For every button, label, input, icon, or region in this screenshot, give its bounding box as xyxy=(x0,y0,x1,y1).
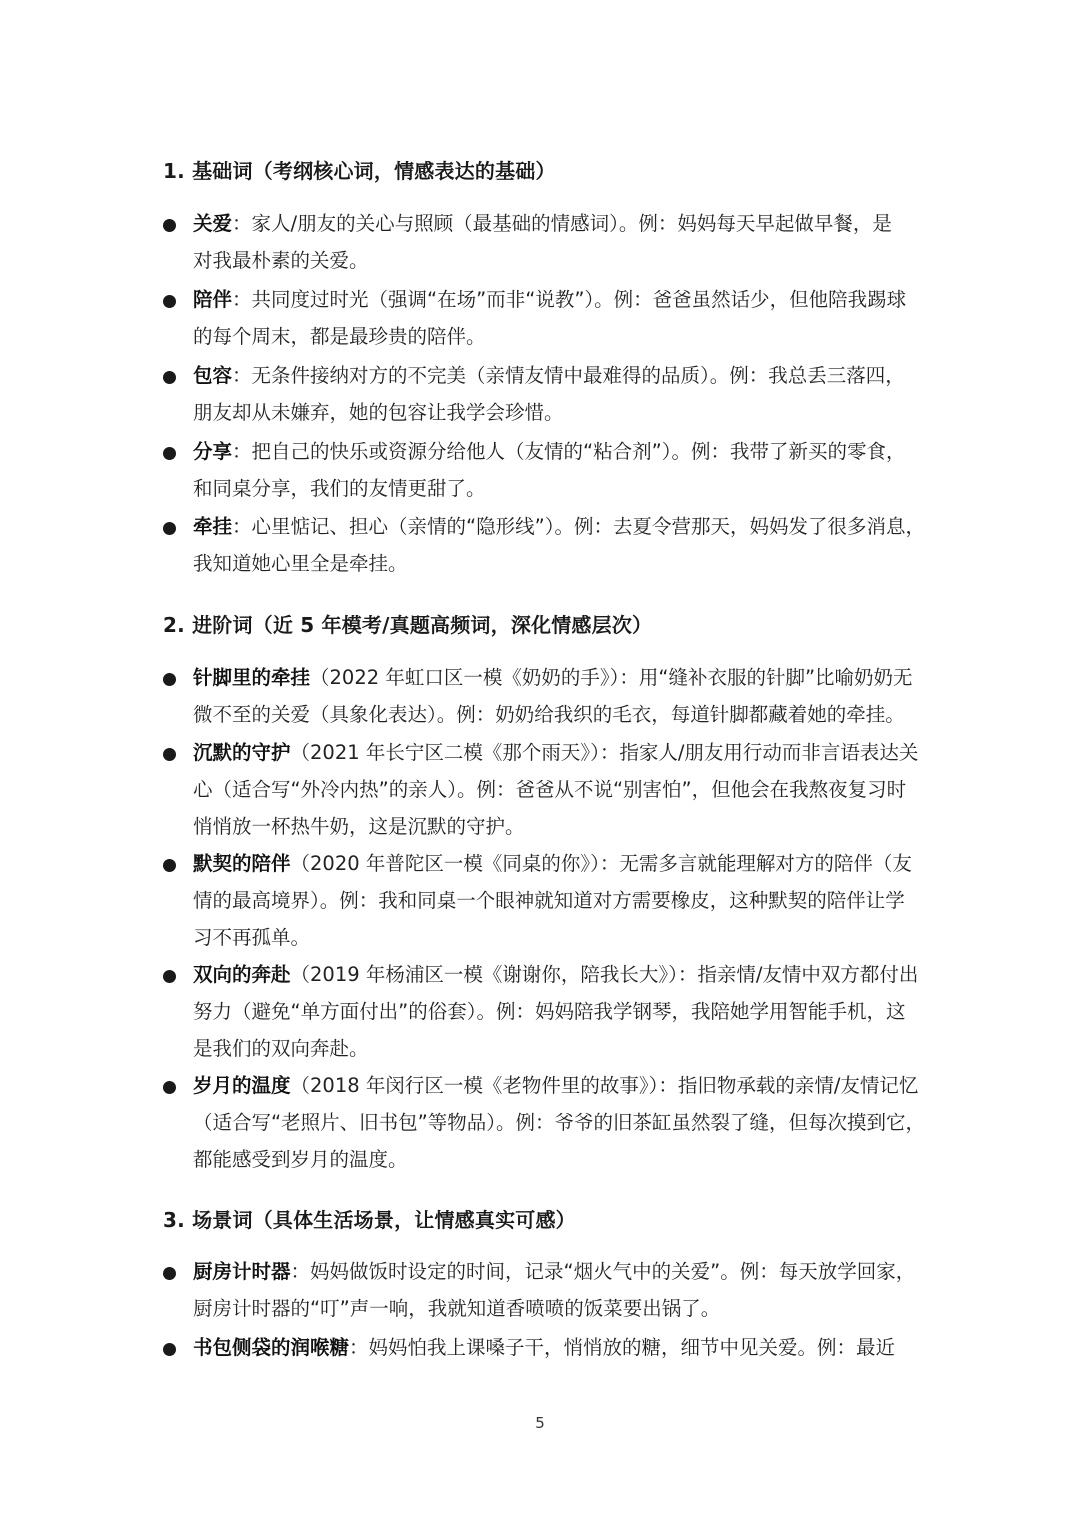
item-text: ：共同度过时光（强调“在场”而非“说教”）。例：爸爸虽然话少，但他陪我踢球 xyxy=(232,288,907,311)
item-line-1 xyxy=(193,668,913,688)
item-term: 双向的奔赴 xyxy=(193,963,291,986)
item-text: ：把自己的快乐或资源分给他人（友情的“粘合剂”）。例：我带了新买的零食， xyxy=(232,440,906,463)
item-line-1 xyxy=(193,366,905,386)
item-line-1 xyxy=(193,854,912,874)
item-term: 厨房计时器 xyxy=(193,1260,291,1283)
item-term: 沉默的守护 xyxy=(193,741,291,764)
section-heading-2: 2. 进阶词（近 5 年模考/真题高频词，深化情感层次） xyxy=(163,613,653,637)
section-heading-1: 1. 基础词（考纲核心词，情感表达的基础） xyxy=(163,159,556,183)
item-term: 岁月的温度 xyxy=(193,1074,291,1097)
item-line-1 xyxy=(193,517,925,537)
bullet-icon xyxy=(163,1267,176,1280)
bullet-icon xyxy=(163,1343,176,1356)
item-line-1 xyxy=(193,965,918,985)
item-line-1 xyxy=(193,442,905,462)
item-term: 包容 xyxy=(193,364,233,387)
bullet-icon xyxy=(163,970,176,983)
item-term: 关爱 xyxy=(193,212,233,235)
item-term: 陪伴 xyxy=(193,288,233,311)
item-term: 分享 xyxy=(193,440,233,463)
item-line-2: 对我最朴素的关爱。 xyxy=(193,249,369,272)
item-term: 书包侧袋的润喉糖 xyxy=(193,1336,350,1359)
item-line-1 xyxy=(193,1338,895,1358)
bullet-icon xyxy=(163,371,176,384)
item-line-2: 的每个周末，都是最珍贵的陪伴。 xyxy=(193,325,486,348)
bullet-icon xyxy=(163,859,176,872)
bullet-icon xyxy=(163,295,176,308)
item-term: 针脚里的牵挂 xyxy=(193,666,311,689)
item-line-2: 微不至的关爱（具象化表达）。例：奶奶给我织的毛衣，每道针脚都藏着她的牵挂。 xyxy=(193,703,905,726)
item-line-2: 心（适合写“外冷内热”的亲人）。例：爸爸从不说“别害怕”，但他会在我熬夜复习时 xyxy=(193,778,907,801)
item-line-3: 习不再孤单。 xyxy=(193,926,311,949)
bullet-icon xyxy=(163,219,176,232)
item-line-2: 朋友却从未嫌弃，她的包容让我学会珍惜。 xyxy=(193,401,564,424)
bullet-icon xyxy=(163,748,176,761)
bullet-icon xyxy=(163,1081,176,1094)
item-line-3: 是我们的双向奔赴。 xyxy=(193,1037,369,1060)
item-line-2: 和同桌分享，我们的友情更甜了。 xyxy=(193,477,486,500)
item-text: （2018 年闵行区一模《老物件里的故事》）：指旧物承载的亲情/友情记忆 xyxy=(290,1074,919,1097)
item-line-1 xyxy=(193,290,906,310)
item-line-3: 都能感受到岁月的温度。 xyxy=(193,1148,408,1171)
item-text: ：妈妈怕我上课嗓子干，悄悄放的糖，细节中见关爱。例：最近 xyxy=(349,1336,896,1359)
item-term: 默契的陪伴 xyxy=(193,852,291,875)
item-text: （2020 年普陀区一模《同桌的你》）：无需多言就能理解对方的陪伴（友 xyxy=(290,852,912,875)
item-text: （2021 年长宁区二模《那个雨天》）：指家人/朋友用行动而非言语表达关 xyxy=(290,741,919,764)
item-line-1 xyxy=(193,1076,918,1096)
item-text: ：妈妈做饭时设定的时间，记录“烟火气中的关爱”。例：每天放学回家， xyxy=(290,1260,916,1283)
item-line-1 xyxy=(193,214,892,234)
item-line-2: 情的最高境界）。例：我和同桌一个眼神就知道对方需要橡皮，这种默契的陪伴让学 xyxy=(193,889,905,912)
bullet-icon xyxy=(163,673,176,686)
item-text: ：无条件接纳对方的不完美（亲情友情中最难得的品质）。例：我总丢三落四， xyxy=(232,364,905,387)
item-line-2: （适合写“老照片、旧书包”等物品）。例：爷爷的旧茶缸虽然裂了缝，但每次摸到它， xyxy=(193,1111,925,1134)
item-text: （2019 年杨浦区一模《谢谢你，陪我长大》）：指亲情/友情中双方都付出 xyxy=(290,963,919,986)
item-text: ：心里惦记、担心（亲情的“隐形线”）。例：去夏令营那天，妈妈发了很多消息， xyxy=(232,515,925,538)
item-line-3: 悄悄放一杯热牛奶，这是沉默的守护。 xyxy=(193,815,525,838)
section-heading-3: 3. 场景词（具体生活场景，让情感真实可感） xyxy=(163,1208,576,1232)
item-text: ：家人/朋友的关心与照顾（最基础的情感词）。例：妈妈每天早起做早餐，是 xyxy=(232,212,892,235)
item-line-2: 厨房计时器的“叮”声一响，我就知道香喷喷的饭菜要出锅了。 xyxy=(193,1297,721,1320)
item-line-1 xyxy=(193,1262,915,1282)
page-number: 5 xyxy=(535,1414,545,1432)
bullet-icon xyxy=(163,522,176,535)
item-line-2: 我知道她心里全是牵挂。 xyxy=(193,552,408,575)
item-term: 牵挂 xyxy=(193,515,233,538)
item-text: （2022 年虹口区一模《奶奶的手》）：用“缝补衣服的针脚”比喻奶奶无 xyxy=(310,666,913,689)
item-line-2: 努力（避免“单方面付出”的俗套）。例：妈妈陪我学钢琴，我陪她学用智能手机，这 xyxy=(193,1000,906,1023)
item-line-1 xyxy=(193,743,918,763)
bullet-icon xyxy=(163,447,176,460)
